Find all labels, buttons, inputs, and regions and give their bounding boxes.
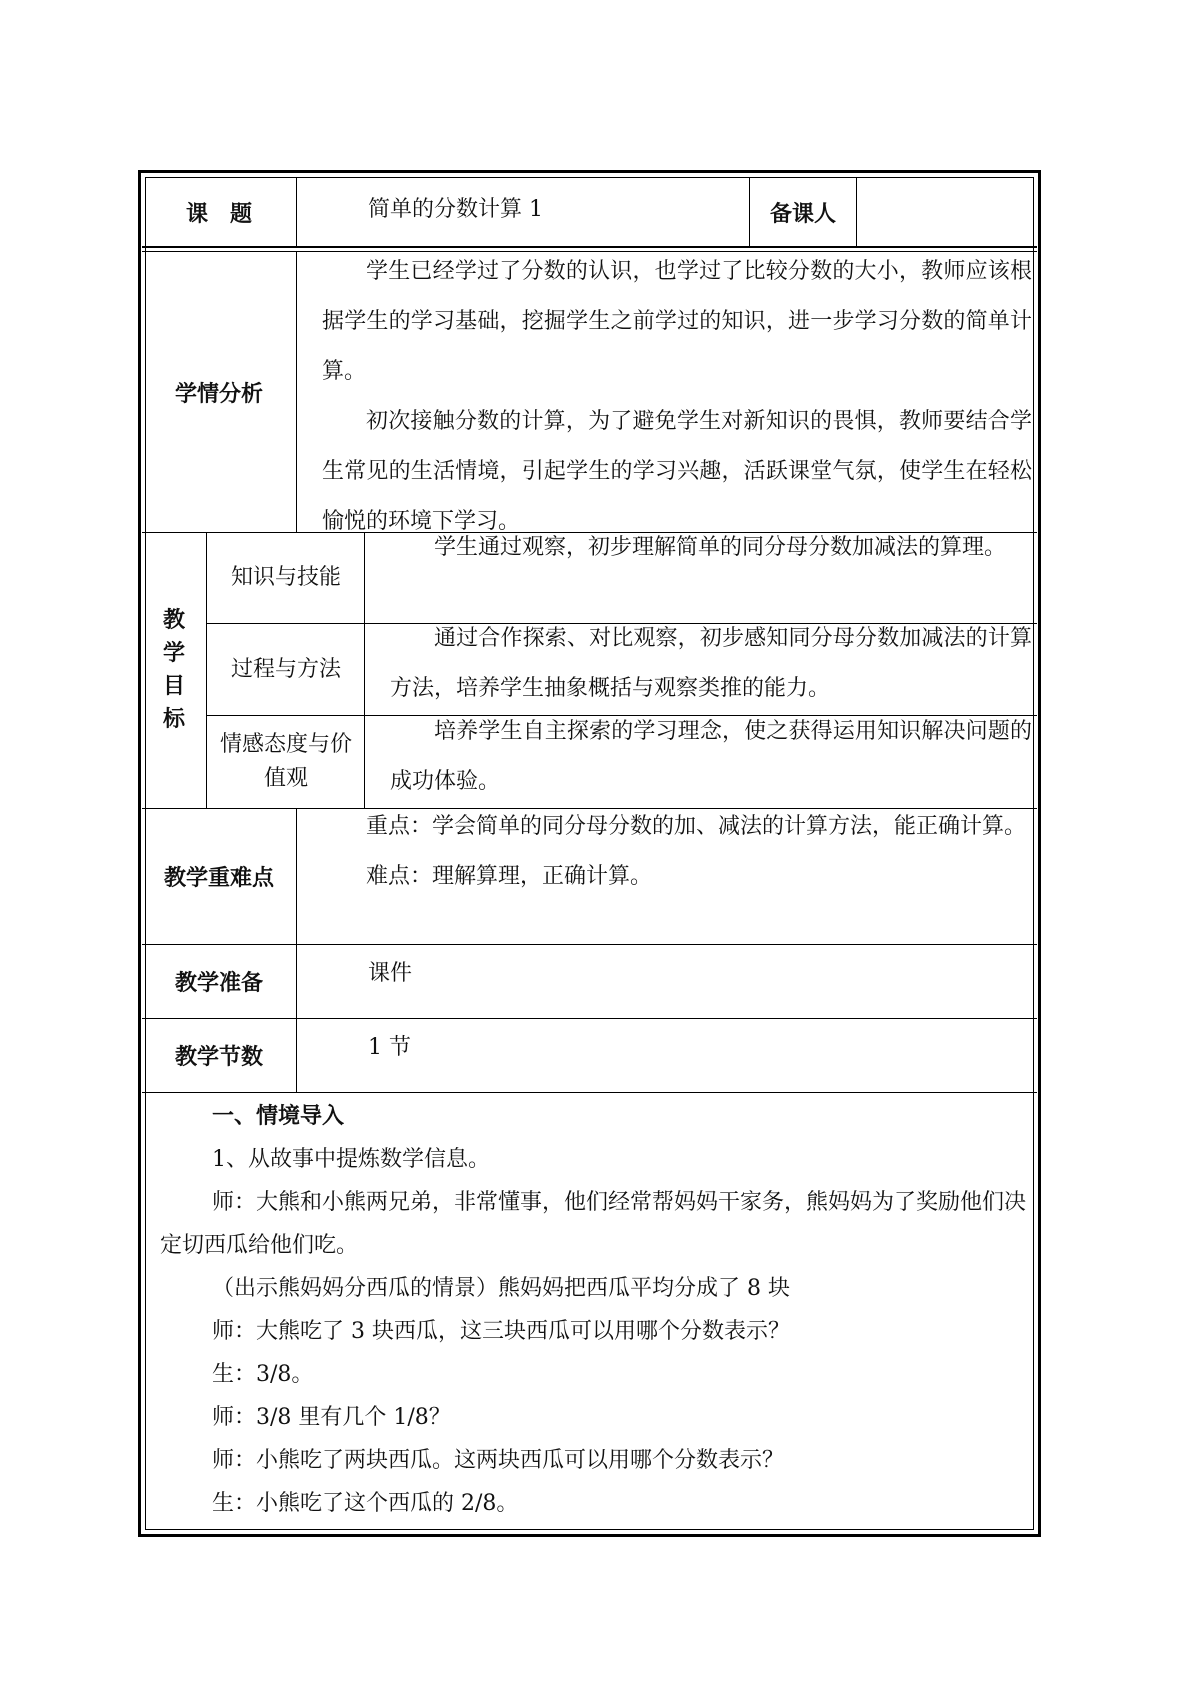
goals-label: 教学目标 <box>162 608 185 732</box>
process-line: 师：小熊吃了两块西瓜。这两块西瓜可以用哪个分数表示？ <box>212 1448 785 1473</box>
key-point-paragraph: 重点：学会简单的同分母分数的加、减法的计算方法，能正确计算。 <box>366 814 1027 839</box>
goal-process-label: 过程与方法 <box>230 657 341 682</box>
key-points-text <box>322 802 1032 902</box>
preparation-label: 教学准备 <box>174 970 263 996</box>
goal-knowledge-text <box>390 523 1032 573</box>
column-divider <box>296 178 297 246</box>
analysis-paragraph: 学生已经学过了分数的认识，也学过了比较分数的大小，教师应该根据学生的学习基础，挖掘学生之前学过的知识，进一步学习分数的简单计算。 <box>322 259 1032 384</box>
periods-value: 1 节 <box>368 1035 411 1060</box>
process-line: 师：3/8 里有几个 1/8？ <box>212 1405 451 1430</box>
preparer-label: 备课人 <box>769 201 836 227</box>
process-line: 师：大熊吃了 3 块西瓜，这三块西瓜可以用哪个分数表示？ <box>212 1319 790 1344</box>
teaching-process <box>160 1095 1040 1525</box>
column-divider <box>296 808 297 1092</box>
topic-label: 课 题 <box>185 201 252 227</box>
goal-paragraph: 培养学生自主探索的学习理念，使之获得运用知识解决问题的成功体验。 <box>390 719 1032 794</box>
analysis-label: 学情分析 <box>174 381 263 407</box>
column-divider <box>364 532 365 808</box>
goal-paragraph: 学生通过观察，初步理解简单的同分母分数加减法的算理。 <box>434 535 1007 560</box>
section-heading: 一、情境导入 <box>212 1104 345 1129</box>
periods-label: 教学节数 <box>174 1044 263 1070</box>
column-divider <box>296 252 297 532</box>
analysis-text <box>322 247 1032 547</box>
key-points-label: 教学重难点 <box>163 865 274 891</box>
column-divider <box>856 178 857 246</box>
goal-knowledge-label: 知识与技能 <box>230 565 341 590</box>
goal-paragraph: 通过合作探索、对比观察，初步感知同分母分数加减法的计算方法，培养学生抽象概括与观察类推的能力。 <box>390 626 1032 701</box>
topic-value: 简单的分数计算 1 <box>368 197 543 222</box>
process-line: 师：大熊和小熊两兄弟，非常懂事，他们经常帮妈妈干家务，熊妈妈为了奖励他们决定切西瓜给他们吃。 <box>160 1190 1027 1258</box>
key-point-paragraph: 难点：理解算理，正确计算。 <box>366 864 653 889</box>
column-divider <box>206 532 207 808</box>
preparation-value: 课件 <box>368 961 413 986</box>
goal-attitude-text <box>390 707 1032 807</box>
goal-attitude-label: 情感态度与价值观 <box>219 732 352 791</box>
process-line: （出示熊妈妈分西瓜的情景）熊妈妈把西瓜平均分成了 8 块 <box>212 1276 790 1301</box>
analysis-paragraph: 初次接触分数的计算，为了避免学生对新知识的畏惧，教师要结合学生常见的生活情境，引起学生的学习兴趣，活跃课堂气氛，使学生在轻松愉悦的环境下学习。 <box>322 409 1032 534</box>
row-divider <box>142 1092 1037 1093</box>
process-line: 1、从故事中提炼数学信息。 <box>212 1147 490 1172</box>
goal-process-text <box>390 614 1032 714</box>
process-line: 生：3/8。 <box>212 1362 314 1387</box>
process-line: 生：小熊吃了这个西瓜的 2/8。 <box>212 1491 519 1516</box>
